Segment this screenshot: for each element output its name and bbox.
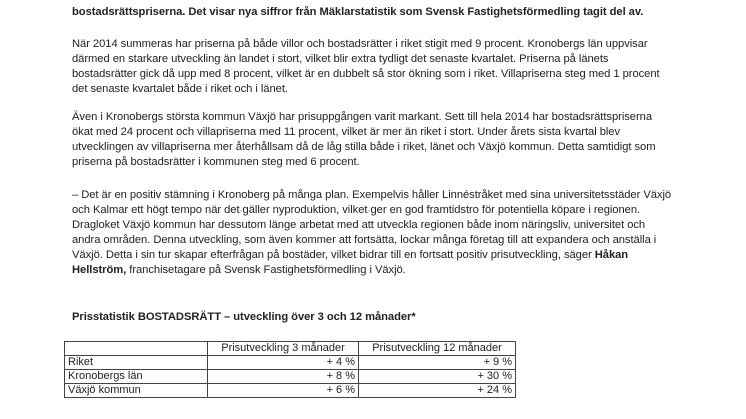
paragraph-vaxjo: Även i Kronobergs största kommun Växjö har prisuppgången varit markant. Sett till hela 2014 har bostadsrättspriserna ökat med 24 procent och villapriserna med 11 procent, vilket är mer än riket i stort. Under årets sista kvartal blev utvecklingen av villapriserna mer återhållsam då de låg stilla både i riket, länet och Växjö kommun. Detta samtidigt som priserna på bostadsrätter i kommunen steg med 6 procent.	[72, 111, 656, 168]
table-row	[65, 384, 516, 398]
table-header-row	[65, 342, 516, 356]
intro-sentence: bostadsrättspriserna. Det visar nya siffror från Mäklarstatistik som Svensk Fastighetsförmedling tagit del av.	[72, 6, 644, 18]
change-12m-cell: + 30 %	[359, 370, 516, 384]
change-3m-cell: + 8 %	[208, 370, 359, 384]
quote-speaker: Håkan Hellström,	[72, 249, 629, 276]
table-row	[65, 356, 516, 370]
change-12m-cell: + 24 %	[359, 384, 516, 398]
change-3m-cell: + 6 %	[208, 384, 359, 398]
quote-paragraph	[72, 188, 672, 278]
table-title: Prisstatistik BOSTADSRÄTT – utveckling över 3 och 12 månader*	[72, 311, 416, 323]
region-cell: Växjö kommun	[65, 384, 208, 398]
price-statistics-table	[64, 341, 516, 398]
region-cell: Kronobergs län	[65, 370, 208, 384]
quote-speaker-role: franchisetagare på Svensk Fastighetsförmedling i Växjö.	[129, 264, 406, 276]
change-12m-cell: + 9 %	[359, 356, 516, 370]
change-3m-cell: + 4 %	[208, 356, 359, 370]
quote-text: – Det är en positiv stämning i Kronoberg på många plan. Exempelvis håller Linnéstråket med sina universitetsstäder Växjö och Kalmar ett högt tempo när det gäller nyproduktion, vilket ger en god framtidstro för potentiella köpare i regionen. Dragloket Växjö kommun har dessutom länge arbetat med att utveckla regionen både inom näringsliv, universitet och andra områden. Denna utveckling, som även kommer att fortsätta, lockar många företag till att expandera och anställa i Växjö. Detta i sin tur skapar efterfrågan på bostäder, vilket bidrar till en fortsatt positiv prisutveckling, säger	[72, 189, 672, 261]
table-header-cell: Prisutveckling 3 månader	[208, 342, 359, 356]
paragraph-2014-summary: När 2014 summeras har priserna på både villor och bostadsrätter i riket stigit med 9 procent. Kronobergs län uppvisar därmed en starkare utveckling än landet i stort, vilket blir extra tydligt det senaste kvartalet. Priserna på länets bostadsrätter gick då upp med 8 procent, vilket är en dubbelt så stor ökning som i riket. Villapriserna steg med 1 procent det senaste kvartalet både i riket och i länet.	[72, 38, 660, 95]
table-row	[65, 370, 516, 384]
region-cell: Riket	[65, 356, 208, 370]
table-header-cell	[65, 342, 208, 356]
table-header-cell: Prisutveckling 12 månader	[359, 342, 516, 356]
